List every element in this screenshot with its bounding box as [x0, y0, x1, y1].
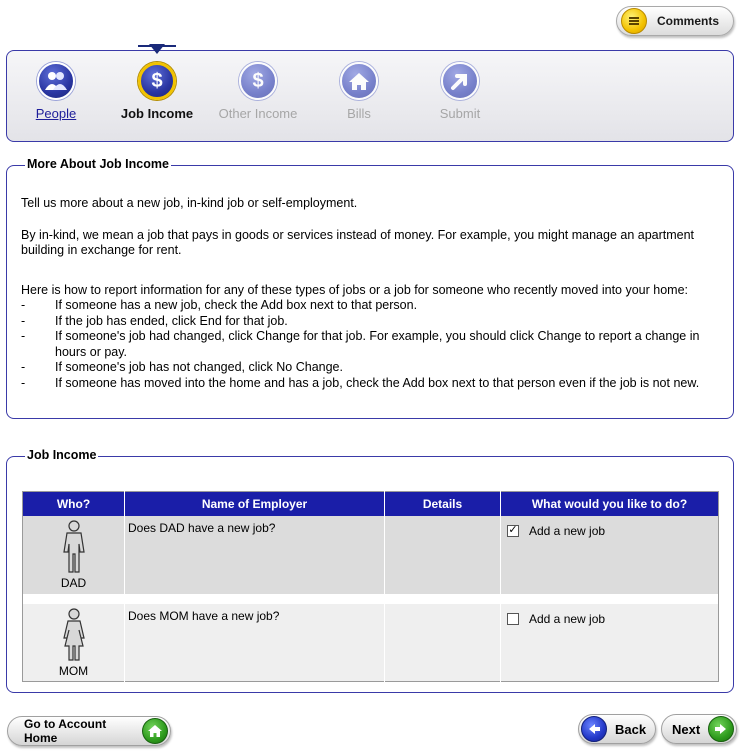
step-people[interactable]	[6, 62, 106, 121]
woman-icon	[60, 608, 88, 662]
list-item: - If someone has a new job, check the Add box next to that person.	[21, 298, 711, 314]
list-item: - If someone's job has not changed, click No Change.	[21, 360, 711, 376]
job-income-title: Job Income	[27, 448, 97, 462]
table-spacer	[23, 594, 719, 604]
account-home-button[interactable]	[7, 716, 171, 746]
list-item: - If the job has ended, click End for that job.	[21, 314, 711, 330]
instruction-list	[21, 298, 711, 391]
add-new-job-checkbox[interactable]: ✓	[508, 524, 518, 536]
list-item: - If someone has moved into the home and has a job, check the Add box next to that person even if the job is not new.	[21, 376, 711, 392]
step-other-income-label: Other Income	[218, 106, 298, 121]
person-name: DAD	[60, 575, 87, 590]
comments-button[interactable]	[616, 6, 734, 36]
howto-text: Here is how to report information for any of these types of jobs or a job for someone who recently moved into your home:	[21, 282, 689, 297]
column-header-action: What would you like to do?	[501, 492, 719, 516]
add-new-job-label[interactable]: Add a new job	[529, 523, 606, 538]
add-new-job-option[interactable]	[507, 524, 712, 538]
house-icon	[340, 62, 378, 100]
more-about-title: More About Job Income	[27, 157, 169, 171]
back-label: Back	[615, 721, 647, 737]
step-submit	[410, 62, 510, 121]
step-other-income	[208, 62, 308, 121]
dollar-icon: $	[138, 62, 176, 100]
comments-label: Comments	[657, 14, 720, 28]
action-cell	[501, 604, 719, 682]
details-cell	[385, 604, 501, 682]
step-job-income	[107, 62, 207, 121]
job-income-table	[22, 491, 719, 682]
man-icon	[60, 520, 88, 574]
step-submit-label: Submit	[439, 106, 481, 121]
home-icon	[142, 718, 168, 744]
details-cell	[385, 516, 501, 594]
job-income-panel	[6, 448, 734, 693]
table-header-row	[23, 492, 719, 516]
person-dad	[23, 516, 124, 590]
person-name: MOM	[58, 663, 89, 678]
inkind-text: By in-kind, we mean a job that pays in goods or services instead of money. For example, you might manage an apartment building in exchange for rent.	[21, 227, 695, 257]
more-about-body	[21, 196, 711, 391]
intro-text: Tell us more about a new job, in-kind job or self-employment.	[21, 196, 358, 210]
people-icon	[37, 62, 75, 100]
next-arrow-icon	[708, 716, 734, 742]
column-header-details: Details	[385, 492, 501, 516]
add-new-job-option[interactable]	[507, 612, 712, 626]
column-header-employer: Name of Employer	[125, 492, 385, 516]
table-row	[23, 604, 719, 682]
back-button[interactable]	[578, 714, 656, 744]
person-mom	[23, 604, 124, 678]
back-arrow-icon	[581, 716, 607, 742]
step-job-income-label: Job Income	[120, 106, 194, 121]
next-button[interactable]	[661, 714, 737, 744]
employer-cell: Does DAD have a new job?	[125, 516, 385, 594]
more-about-panel	[6, 157, 734, 419]
who-cell	[23, 516, 125, 594]
add-new-job-label[interactable]: Add a new job	[529, 611, 606, 626]
step-people-label[interactable]: People	[35, 106, 77, 121]
list-item: - If someone's job had changed, click Change for that job. For example, you should click Change to report a change in hours or pay.	[21, 329, 711, 360]
add-new-job-checkbox[interactable]	[507, 613, 519, 625]
next-label: Next	[672, 721, 701, 737]
table-row	[23, 516, 719, 594]
employer-cell: Does MOM have a new job?	[125, 604, 385, 682]
account-home-label: Go to Account Home	[24, 717, 107, 745]
step-bills-label: Bills	[347, 106, 371, 121]
column-header-who: Who?	[23, 492, 125, 516]
action-cell	[501, 516, 719, 594]
step-bills	[309, 62, 409, 121]
other-income-icon: $	[239, 62, 277, 100]
comments-icon	[621, 8, 647, 34]
who-cell	[23, 604, 125, 682]
submit-arrow-icon	[441, 62, 479, 100]
step-indicator-arrow	[149, 44, 165, 54]
